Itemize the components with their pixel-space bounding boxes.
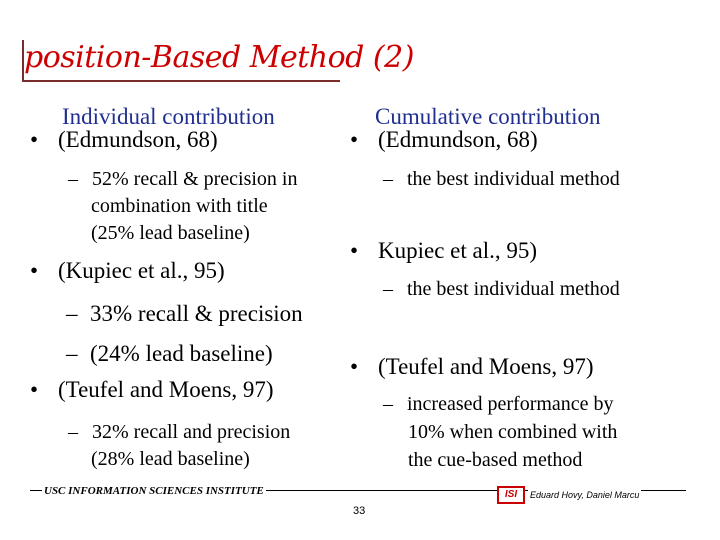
right-edmundson-sub-label: the best individual method: [407, 168, 620, 190]
right-bullet-teufel-label: (Teufel and Moens, 97): [378, 354, 594, 379]
bullet-icon: •: [350, 238, 359, 263]
bullet-icon: •: [350, 127, 359, 152]
left-bullet-teufel: [30, 377, 274, 403]
dash-icon: –: [66, 341, 78, 366]
left-teufel-sub-line1: 32% recall and precision: [92, 421, 291, 443]
right-teufel-sub-line2: 10% when combined with: [408, 421, 618, 443]
bullet-icon: •: [350, 354, 359, 379]
right-bullet-kupiec-label: Kupiec et al., 95): [378, 238, 538, 263]
left-teufel-sub: [68, 421, 290, 444]
left-edmundson-sub: [68, 168, 298, 191]
right-teufel-sub-line1: increased performance by: [407, 393, 614, 415]
right-kupiec-sub-label: the best individual method: [407, 278, 620, 300]
left-edmundson-sub-line2: combination with title: [91, 195, 268, 217]
left-bullet-teufel-label: (Teufel and Moens, 97): [58, 377, 274, 402]
left-kupiec-sub-2: [66, 341, 273, 367]
bullet-icon: •: [30, 258, 39, 283]
right-teufel-sub: [383, 393, 614, 416]
left-bullet-edmundson: [30, 127, 218, 153]
right-bullet-edmundson-label: (Edmundson, 68): [378, 127, 538, 152]
footer-authors: Eduard Hovy, Daniel Marcu: [530, 490, 640, 500]
right-bullet-edmundson: [350, 127, 538, 153]
dash-icon: –: [383, 278, 393, 300]
left-bullet-edmundson-label: (Edmundson, 68): [58, 127, 218, 152]
left-kupiec-sub-1-label: 33% recall & precision: [90, 301, 303, 326]
left-kupiec-sub-1: [66, 301, 303, 327]
right-kupiec-sub: [383, 278, 620, 301]
left-teufel-sub-line2: (28% lead baseline): [91, 448, 250, 470]
left-bullet-kupiec: [30, 258, 225, 284]
dash-icon: –: [68, 168, 78, 190]
slide-title: position-Based Method (2): [24, 40, 414, 75]
right-bullet-kupiec: [350, 238, 537, 264]
dash-icon: –: [66, 301, 78, 326]
footer-institute: USC INFORMATION SCIENCES INSTITUTE: [44, 485, 264, 497]
right-bullet-teufel: [350, 354, 594, 380]
dash-icon: –: [383, 393, 393, 415]
isi-logo: ISI: [497, 486, 525, 504]
right-teufel-sub-line3: the cue-based method: [408, 449, 583, 471]
dash-icon: –: [383, 168, 393, 190]
left-bullet-kupiec-label: (Kupiec et al., 95): [58, 258, 225, 283]
left-kupiec-sub-2-label: (24% lead baseline): [90, 341, 273, 366]
bullet-icon: •: [30, 127, 39, 152]
left-edmundson-sub-line3: (25% lead baseline): [91, 222, 250, 244]
dash-icon: –: [68, 421, 78, 443]
left-edmundson-sub-line1: 52% recall & precision in: [92, 168, 298, 190]
bullet-icon: •: [30, 377, 39, 402]
title-underline: [22, 80, 340, 82]
left-heading: Individual contribution: [62, 104, 275, 129]
right-heading: Cumulative contribution: [375, 104, 601, 129]
right-edmundson-sub: [383, 168, 620, 191]
page-number: 33: [353, 505, 366, 517]
